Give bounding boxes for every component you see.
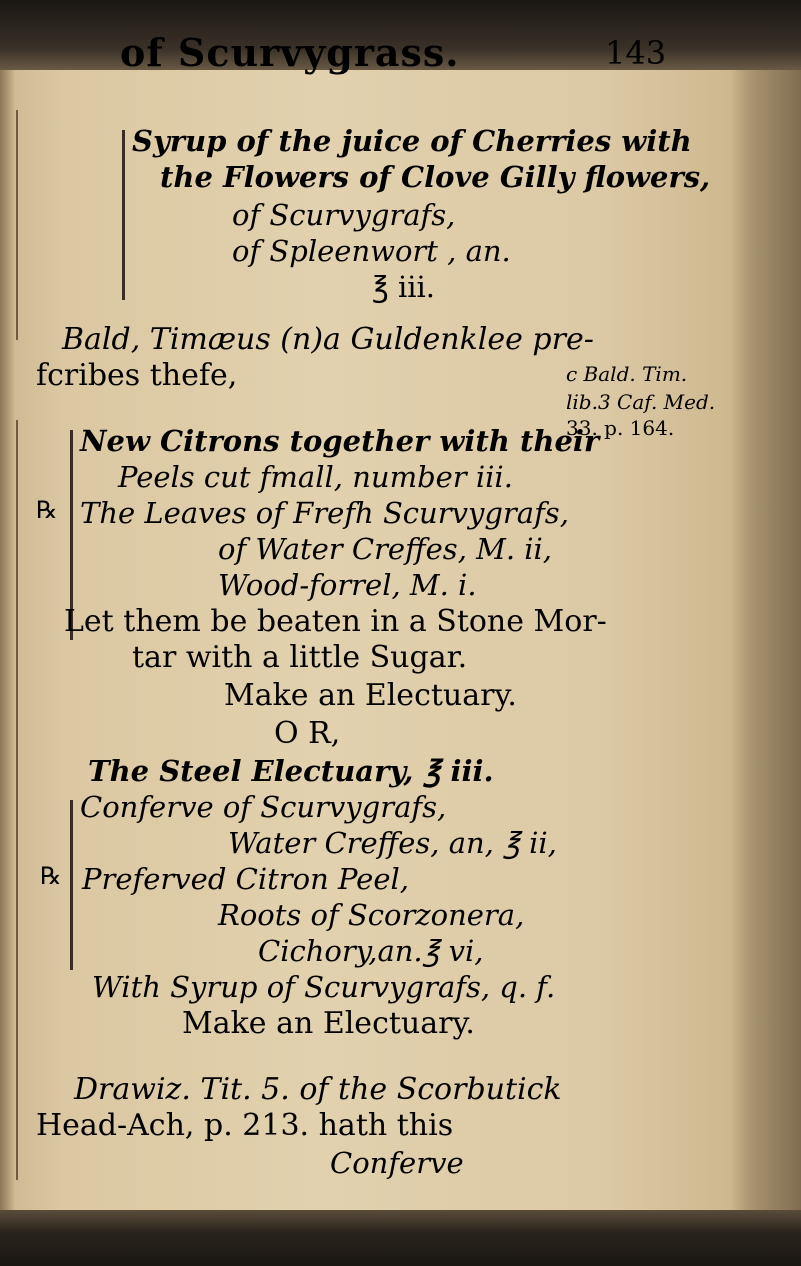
text-line: the Flowers of Clove Gilly flowers, xyxy=(160,160,711,194)
text-line: Conferve xyxy=(330,1146,464,1180)
text-line: The Leaves of Frefh Scurvygrafs, xyxy=(80,496,569,530)
text-line: Water Creffes, an, ℥ ii, xyxy=(228,826,557,860)
recipe-symbol: ℞ xyxy=(40,862,62,890)
margin-note: lib.3 Caf. Med. xyxy=(566,390,716,414)
text-line: Make an Electuary. xyxy=(224,678,517,713)
recipe-symbol: ℞ xyxy=(36,496,58,524)
text-line: of Scurvygrafs, xyxy=(232,198,456,232)
text-line: Conferve of Scurvygrafs, xyxy=(80,790,447,824)
text-line: O R, xyxy=(274,716,341,751)
text-line: of Water Creffes, M. ii, xyxy=(218,532,553,566)
page-left-edge xyxy=(0,70,14,1210)
text-line: of Spleenwort , an. xyxy=(232,234,511,268)
text-line: Head-Ach, p. 213. hath this xyxy=(36,1108,454,1143)
recipe-brace xyxy=(70,800,73,970)
margin-rule xyxy=(16,110,18,340)
text-line: Peels cut fmall, number iii. xyxy=(118,460,513,494)
text-line: Preferved Citron Peel, xyxy=(82,862,409,896)
text-line: Let them be beaten in a Stone Mor- xyxy=(64,604,607,639)
text-line: Make an Electuary. xyxy=(182,1006,475,1041)
text-line: Drawiz. Tit. 5. of the Scorbutick xyxy=(74,1072,562,1107)
text-line: Syrup of the juice of Cherries with xyxy=(132,124,692,158)
recipe-brace xyxy=(122,130,125,300)
text-line: Cichory,an.℥ vi, xyxy=(258,934,484,968)
text-line: The Steel Electuary, ℥ iii. xyxy=(88,754,494,788)
margin-note: c Bald. Tim. xyxy=(566,362,688,386)
text-line: tar with a little Sugar. xyxy=(132,640,468,675)
text-line: New Citrons together with their xyxy=(80,424,600,458)
margin-note: 33. p. 164. xyxy=(566,416,675,440)
margin-rule xyxy=(16,420,18,1180)
text-line: Wood-forrel, M. i. xyxy=(218,568,477,602)
page-gutter-shadow xyxy=(730,70,801,1210)
text-line: fcribes thefe, xyxy=(36,358,238,393)
scan-bottom-border xyxy=(0,1210,801,1266)
text-line: With Syrup of Scurvygrafs, q. f. xyxy=(92,970,556,1004)
running-title: of Scurvygrass. xyxy=(120,30,460,75)
page-number: 143 xyxy=(605,34,667,72)
text-line: Bald, Timæus (n)a Guldenklee pre- xyxy=(62,322,594,357)
text-line: Roots of Scorzonera, xyxy=(218,898,525,932)
text-line: ℥ iii. xyxy=(372,270,436,304)
